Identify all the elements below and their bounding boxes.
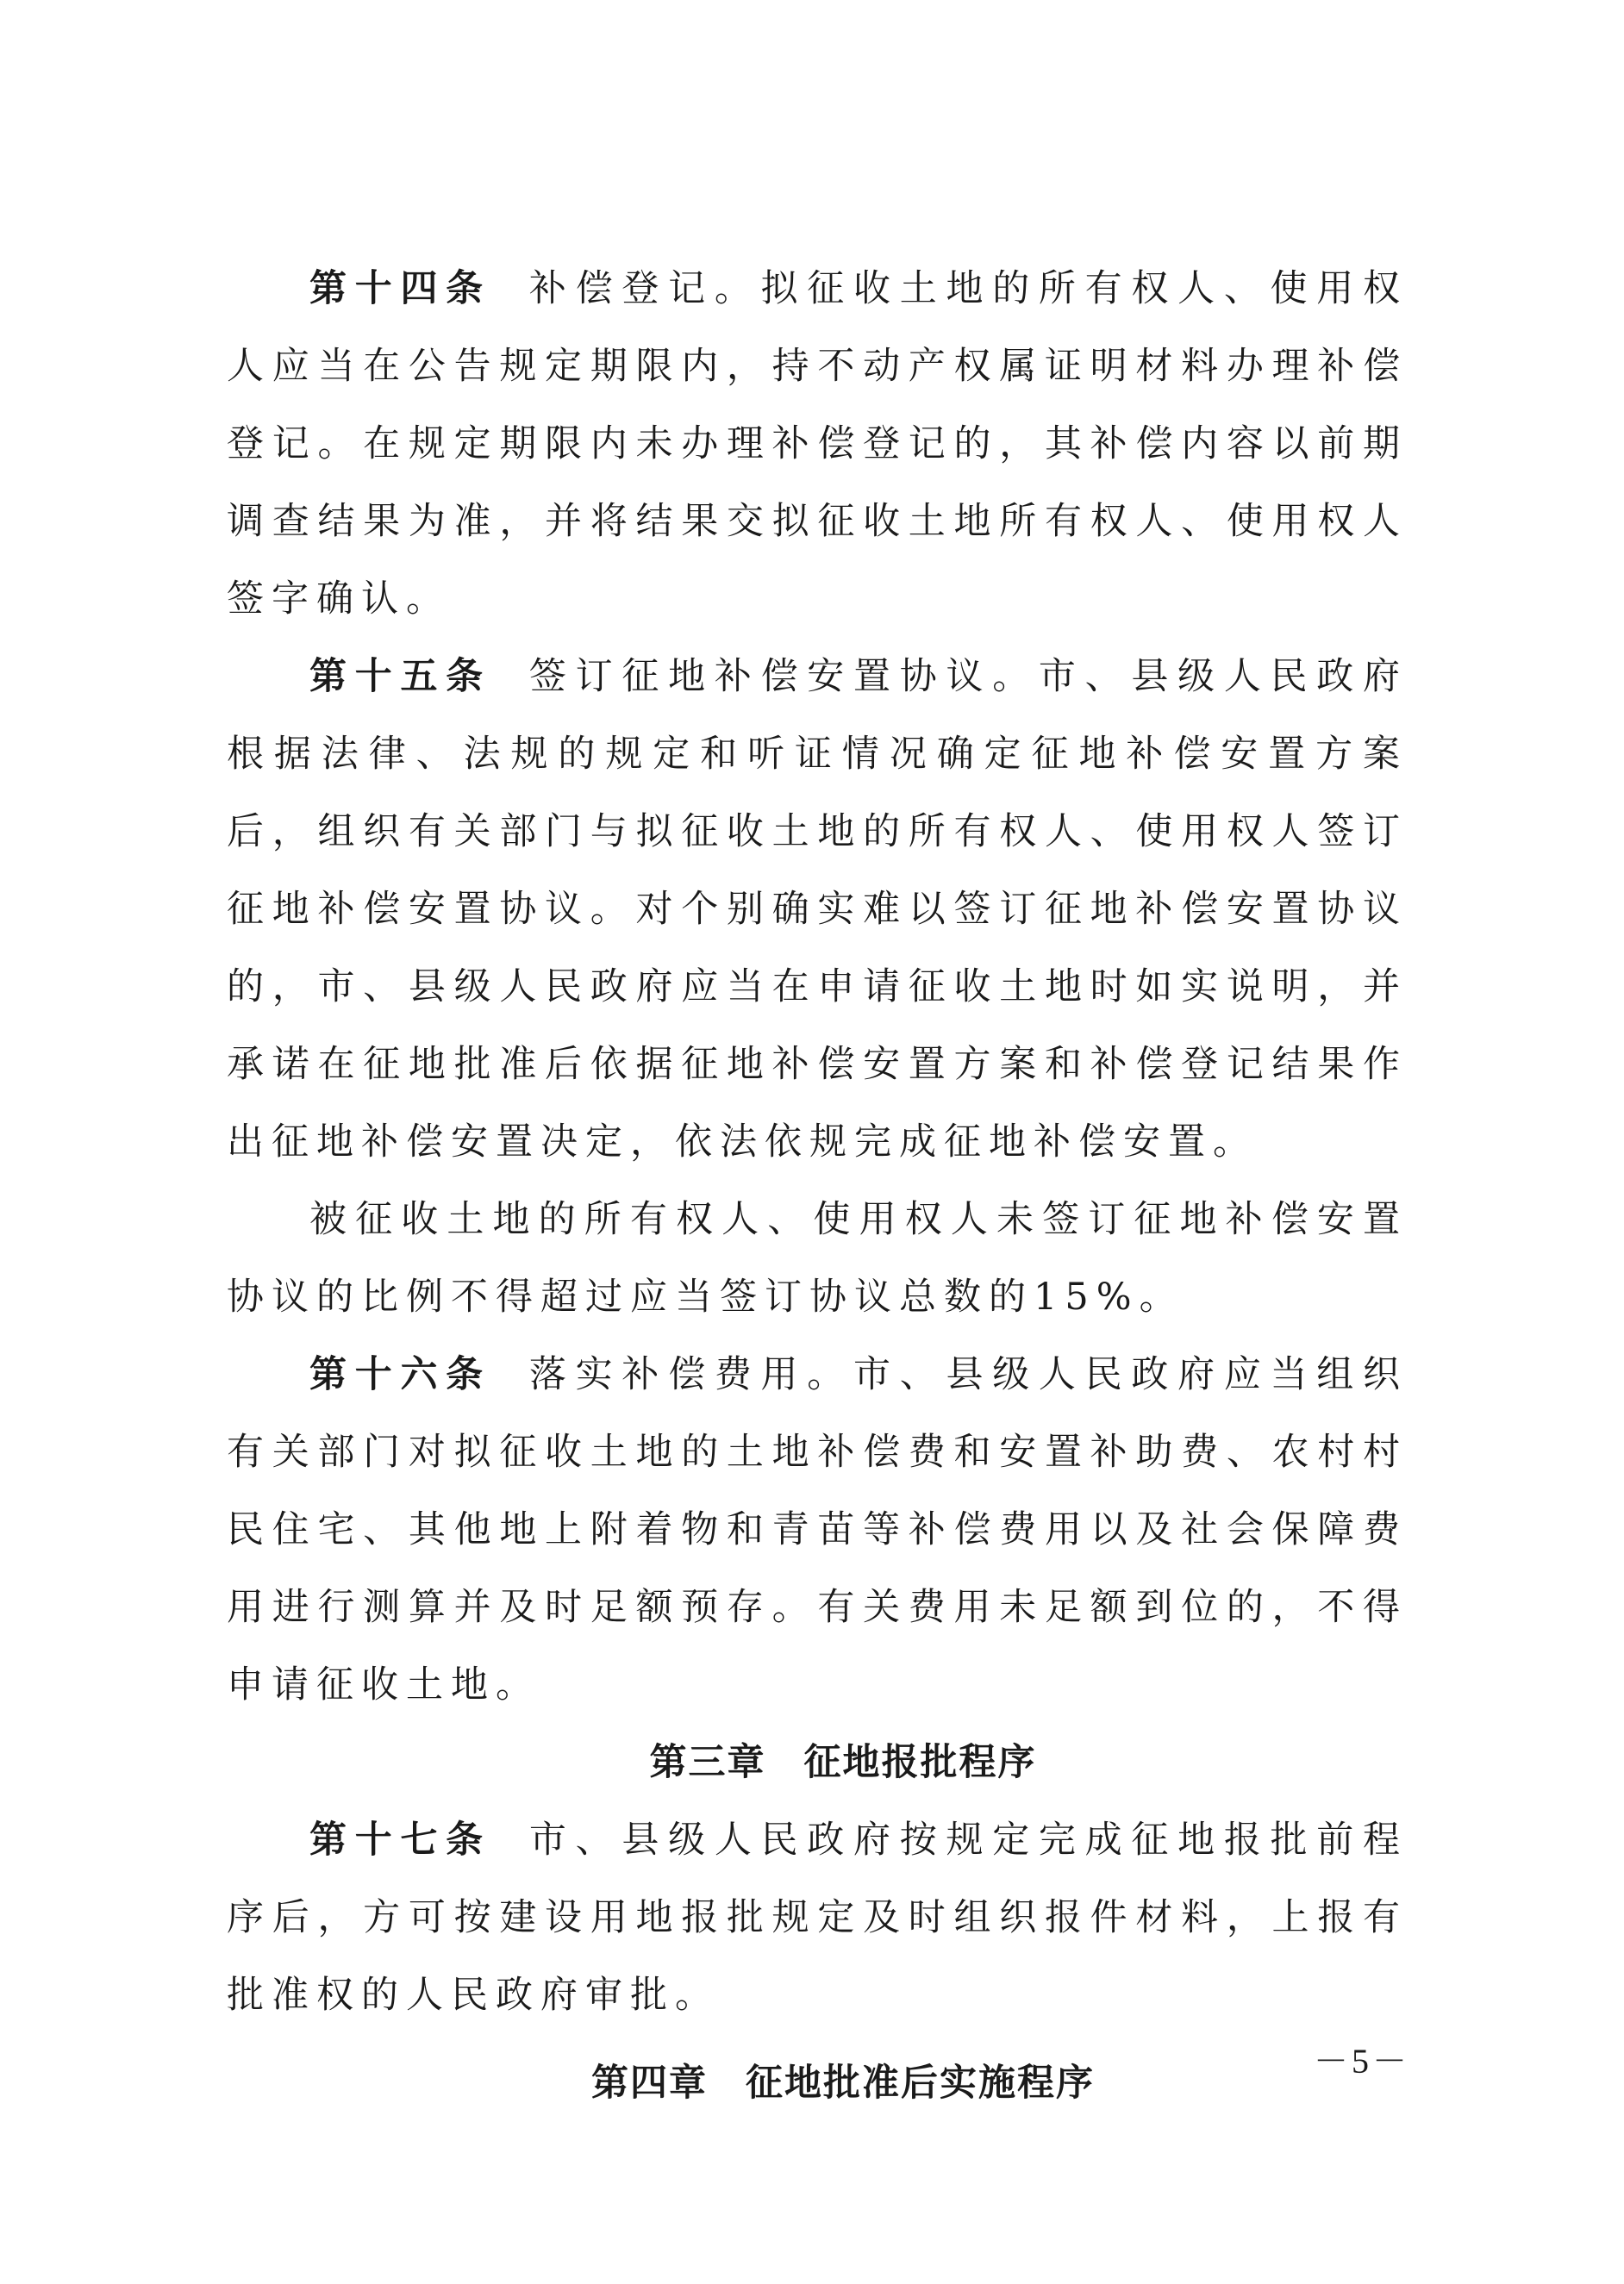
chapter-4-title: 征地批准后实施程序 bbox=[746, 2062, 1095, 2105]
article-15-label: 第十五条 bbox=[309, 655, 491, 698]
article-15-text: 签订征地补偿安置协议。市、县级人民政府根据法律、法规的规定和听证情况确定征地补偿安置方案后，组织有关部门与拟征收土地的所有权人、使用权人签订征地补偿安置协议。对个别确实难以签订征地补偿安置协议的，市、县级人民政府应当在申请征收土地时如实说明，并承诺在征地批准后依据征地补偿安置方案和补偿登记结果作出征地补偿安置决定，依法依规完成征地补偿安置。 bbox=[227, 655, 1409, 1164]
article-16 bbox=[227, 1336, 1408, 1724]
article-17 bbox=[227, 1801, 1408, 2034]
article-14-label: 第十四条 bbox=[309, 267, 491, 310]
article-17-text: 市、县级人民政府按规定完成征地报批前程序后，方可按建设用地报批规定及时组织报件材料，上报有批准权的人民政府审批。 bbox=[227, 1819, 1409, 2017]
chapter-3-number: 第三章 bbox=[649, 1741, 766, 1784]
article-14 bbox=[227, 250, 1408, 638]
article-16-label: 第十六条 bbox=[309, 1353, 491, 1396]
document-body bbox=[227, 250, 1408, 2122]
article-15 bbox=[227, 638, 1408, 1181]
page-number: －5－ bbox=[1314, 2042, 1410, 2081]
chapter-4-number: 第四章 bbox=[591, 2062, 708, 2105]
article-14-text: 补偿登记。拟征收土地的所有权人、使用权人应当在公告规定期限内，持不动产权属证明材料办理补偿登记。在规定期限内未办理补偿登记的，其补偿内容以前期调查结果为准，并将结果交拟征收土地所有权人、使用权人签字确认。 bbox=[227, 267, 1409, 621]
chapter-3-title: 征地报批程序 bbox=[803, 1741, 1037, 1784]
article-17-label: 第十七条 bbox=[309, 1819, 491, 1862]
chapter-4-heading bbox=[227, 2044, 1408, 2122]
chapter-3-heading bbox=[227, 1724, 1408, 1801]
article-15-paragraph-2: 被征收土地的所有权人、使用权人未签订征地补偿安置协议的比例不得超过应当签订协议总数的15%。 bbox=[227, 1198, 1408, 1319]
article-16-text: 落实补偿费用。市、县级人民政府应当组织有关部门对拟征收土地的土地补偿费和安置补助费、农村村民住宅、其他地上附着物和青苗等补偿费用以及社会保障费用进行测算并及时足额预存。有关费用未足额到位的，不得申请征收土地。 bbox=[227, 1353, 1409, 1707]
